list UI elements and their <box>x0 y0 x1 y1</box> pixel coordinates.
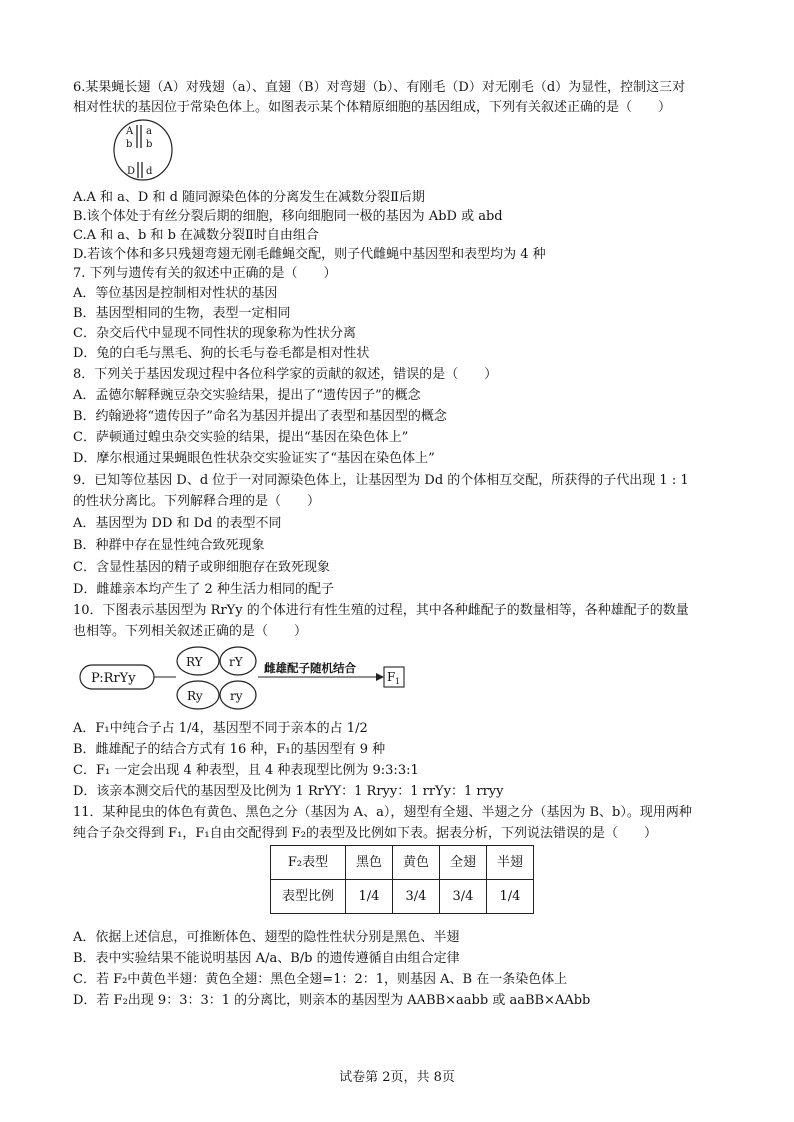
table-header-cell: F₂表型 <box>271 846 346 880</box>
q11-option-a: A．依据上述信息，可推断体色、翅型的隐性性状分别是黑色、半翅 <box>73 930 460 945</box>
q6-stem-line2: 相对性状的基因位于常染色体上。如图表示某个体精原细胞的基因组成，下列有关叙述正确的是（ ） <box>73 100 672 115</box>
q10-option-b: B．雌雄配子的结合方式有 16 种，F₁的基因型有 9 种 <box>73 742 386 757</box>
q6-stem-line1: 6.某果蝇长翅（A）对残翅（a）、直翅（B）对弯翅（b）、有刚毛（D）对无刚毛（d）为显性，控制这三对 <box>73 80 686 95</box>
table-cell: 3/4 <box>440 880 487 914</box>
q10-option-a: A．F₁中纯合子占 1/4，基因型不同于亲本的占 1/2 <box>73 721 368 736</box>
q9-option-d: D．雌雄亲本均产生了 2 种生活力相同的配子 <box>73 582 334 597</box>
q6-cell-diagram <box>108 118 178 182</box>
table-cell: 1/4 <box>346 880 393 914</box>
q11-stem-line1: 11．某种昆虫的体色有黄色、黑色之分（基因为 A、a），翅型有全翅、半翅之分（基因为 B、b）。现用两种 <box>73 805 692 820</box>
arrow-label: 雌雄配子随机结合 <box>264 661 356 675</box>
result-label: F <box>387 670 396 684</box>
q7-option-a: A．等位基因是控制相对性状的基因 <box>73 286 278 301</box>
q10-gamete-diagram <box>78 643 408 713</box>
q9-option-c: C．含显性基因的精子或卵细胞存在致死现象 <box>73 560 330 575</box>
gamete-label-RY: RY <box>186 655 203 669</box>
gamete-label-rY: rY <box>229 655 243 669</box>
q7-option-c: C．杂交后代中显现不同性状的现象称为性状分离 <box>73 326 356 341</box>
table-row <box>271 880 534 914</box>
q9-stem-line1: 9．已知等位基因 D、d 位于一对同源染色体上，让基因型为 Dd 的个体相互交配，所获得的子代出现 1 : 1 <box>73 473 689 488</box>
gamete-label-ry: ry <box>230 689 243 703</box>
gene-label-a: a <box>146 126 152 137</box>
table-row <box>271 846 534 880</box>
q9-option-b: B．种群中存在显性纯合致死现象 <box>73 538 265 553</box>
result-subscript: 1 <box>395 677 401 686</box>
q6-option-d: D.若该个体和多只残翅弯翅无刚毛雌蝇交配，则子代雌蝇中基因型和表型均为 4 种 <box>73 247 546 262</box>
arrow-head-icon <box>376 673 384 681</box>
parent-label: P:RrYy <box>91 671 136 686</box>
gene-label-b: b <box>126 139 133 150</box>
q10-option-d: D．该亲本测交后代的基因型及比例为 1 RrYY：1 Rryy：1 rrYy：1 rryy <box>73 784 504 799</box>
q10-option-c: C．F₁ 一定会出现 4 种表型，且 4 种表现型比例为 9:3:3:1 <box>73 763 419 778</box>
q11-stem-line2: 纯合子杂交得到 F₁，F₁自由交配得到 F₂的表型及比例如下表。据表分析，下列说法错误的是（ ） <box>73 826 657 841</box>
cell-outline <box>114 120 172 180</box>
table-header-cell: 全翅 <box>440 846 487 880</box>
table-header-cell: 黑色 <box>346 846 393 880</box>
table-cell: 表型比例 <box>271 880 346 914</box>
q8-option-c: C．萨顿通过蝗虫杂交实验的结果，提出“基因在染色体上” <box>73 430 409 445</box>
page-footer: 试卷第 2页，共 8页 <box>339 1070 455 1085</box>
gene-label-A: A <box>126 126 134 137</box>
table-header-cell: 半翅 <box>487 846 534 880</box>
q9-option-a: A．基因型为 DD 和 Dd 的表型不同 <box>73 516 282 531</box>
q7-stem: 7. 下列与遗传有关的叙述中正确的是（ ） <box>73 266 337 281</box>
q7-option-b: B．基因型相同的生物，表型一定相同 <box>73 306 291 321</box>
q11-option-d: D．若 F₂出现 9：3：3：1 的分离比，则亲本的基因型为 AABB×aabb 或 aaBB×AAbb <box>73 993 591 1008</box>
table-cell: 1/4 <box>487 880 534 914</box>
q6-option-c: C.A 和 a、b 和 b 在减数分裂Ⅱ时自由组合 <box>73 228 319 243</box>
gene-label-b: b <box>146 139 153 150</box>
q7-option-d: D．兔的白毛与黑毛、狗的长毛与卷毛都是相对性状 <box>73 346 370 361</box>
q11-phenotype-table <box>270 845 534 914</box>
q6-option-b: B.该个体处于有丝分裂后期的细胞，移向细胞同一极的基因为 AbD 或 abd <box>73 209 503 224</box>
q10-stem-line1: 10．下图表示基因型为 RrYy 的个体进行有性生殖的过程，其中各种雌配子的数量相等，各种雄配子的数量 <box>73 603 689 618</box>
q11-option-b: B．表中实验结果不能说明基因 A/a、B/b 的遗传遵循自由组合定律 <box>73 951 460 966</box>
table-cell: 3/4 <box>393 880 440 914</box>
table-header-cell: 黄色 <box>393 846 440 880</box>
q8-stem: 8．下列关于基因发现过程中各位科学家的贡献的叙述，错误的是（ ） <box>73 367 498 382</box>
q11-option-c: C．若 F₂中黄色半翅：黄色全翅：黑色全翅=1：2：1，则基因 A、B 在一条染色体上 <box>73 972 568 987</box>
q10-stem-line2: 也相等。下列相关叙述正确的是（ ） <box>73 624 308 639</box>
q9-stem-line2: 的性状分离比。下列解释合理的是（ ） <box>73 494 321 509</box>
gene-label-D: D <box>127 166 136 177</box>
q6-option-a: A.A 和 a、D 和 d 随同源染色体的分离发生在减数分裂Ⅱ后期 <box>73 190 425 205</box>
q8-option-b: B．约翰逊将“遗传因子”命名为基因并提出了表型和基因型的概念 <box>73 409 447 424</box>
q8-option-a: A．孟德尔解释豌豆杂交实验结果，提出了“遗传因子”的概念 <box>73 388 421 403</box>
gamete-label-Ry: Ry <box>187 689 203 703</box>
q8-option-d: D．摩尔根通过果蝇眼色性状杂交实验证实了“基因在染色体上” <box>73 451 435 466</box>
gene-label-d: d <box>146 166 153 177</box>
